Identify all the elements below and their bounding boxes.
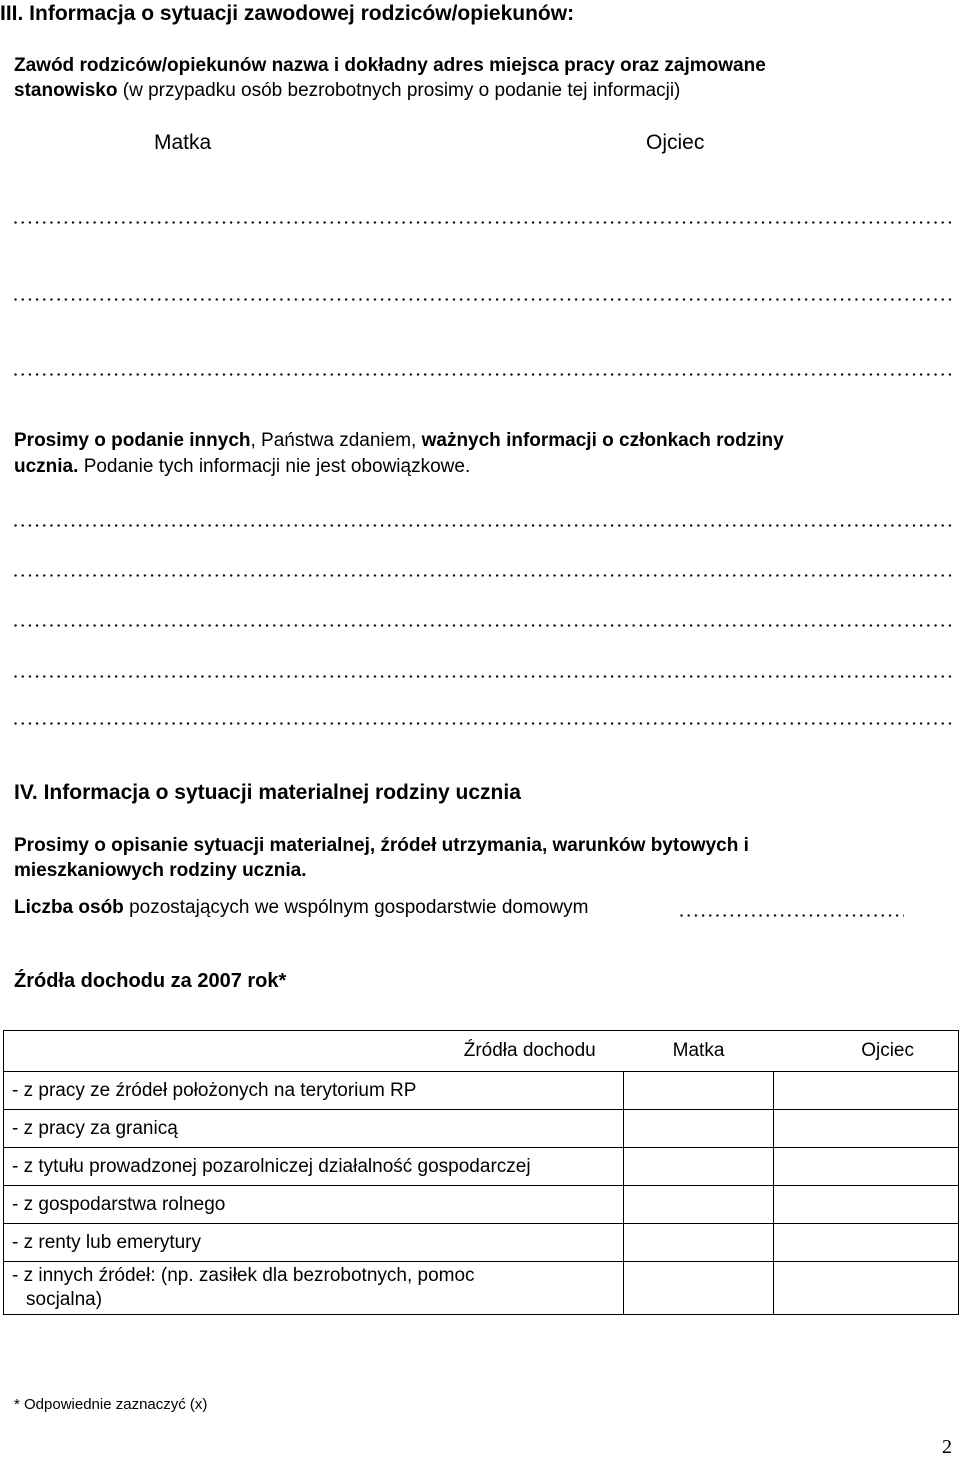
intro-normal: (w przypadku osób bezrobotnych prosimy o podanie tej informacji) — [122, 80, 681, 101]
father-cell[interactable] — [773, 1148, 958, 1186]
table-row — [4, 1072, 959, 1110]
intro-bold-1: Zawód rodziców/opiekunów — [14, 55, 267, 76]
mother-cell[interactable] — [624, 1262, 774, 1315]
section-3-heading: III. Informacja o sytuacji zawodowej rodziców/opiekunów: — [0, 2, 575, 25]
father-cell[interactable] — [773, 1262, 958, 1315]
row-label: - z pracy za granicą — [4, 1110, 624, 1148]
fill-line-occupation-3[interactable] — [14, 373, 954, 376]
father-cell[interactable] — [773, 1224, 958, 1262]
mother-cell[interactable] — [624, 1224, 774, 1262]
fill-line-other-3[interactable] — [14, 624, 954, 627]
mother-cell[interactable] — [624, 1148, 774, 1186]
header-mother: Matka — [624, 1031, 774, 1072]
father-cell[interactable] — [773, 1110, 958, 1148]
father-label: Ojciec — [646, 131, 705, 154]
persons-count-input[interactable] — [680, 914, 904, 917]
fill-line-occupation-2[interactable] — [14, 298, 954, 301]
father-cell[interactable] — [773, 1186, 958, 1224]
intro-bold-3: stanowisko — [14, 80, 118, 101]
other-bold-2: ważnych informacji o członkach rodziny — [421, 430, 784, 451]
header-source: Źródła dochodu — [4, 1031, 624, 1072]
table-row — [4, 1224, 959, 1262]
row-label-line1: - z innych źródeł: (np. zasiłek dla bezrobotnych, pomoc — [12, 1265, 475, 1286]
mother-cell[interactable] — [624, 1186, 774, 1224]
row-label: - z gospodarstwa rolnego — [4, 1186, 624, 1224]
section-3-intro-line1 — [14, 53, 766, 78]
row-label — [4, 1262, 624, 1315]
intro-bold-2: nazwa i dokładny adres miejsca pracy oraz zajmowane — [271, 55, 766, 76]
fill-line-other-1[interactable] — [14, 524, 954, 527]
father-cell[interactable] — [773, 1072, 958, 1110]
mother-cell[interactable] — [624, 1110, 774, 1148]
fill-line-other-2[interactable] — [14, 574, 954, 577]
other-normal-2: Podanie tych informacji nie jest obowiązkowe. — [83, 456, 471, 477]
row-label: - z renty lub emerytury — [4, 1224, 624, 1262]
section-3-intro-line2 — [14, 78, 680, 103]
header-father: Ojciec — [773, 1031, 958, 1072]
income-heading: Źródła dochodu za 2007 rok* — [14, 970, 287, 992]
persons-normal: pozostających we wspólnym gospodarstwie domowym — [129, 897, 589, 918]
table-header-row — [4, 1031, 959, 1072]
persons-count-label — [14, 895, 588, 920]
persons-bold: Liczba osób — [14, 897, 124, 918]
section-4-desc-line1: Prosimy o opisanie sytuacji materialnej, źródeł utrzymania, warunków bytowych i — [14, 835, 749, 856]
other-info-line1 — [14, 428, 784, 453]
table-row — [4, 1148, 959, 1186]
footnote: * Odpowiednie zaznaczyć (x) — [14, 1396, 208, 1413]
table-row — [4, 1186, 959, 1224]
fill-line-other-4[interactable] — [14, 675, 954, 678]
other-normal-1: , Państwa zdaniem, — [250, 430, 417, 451]
section-4-desc-line2: mieszkaniowych rodziny ucznia. — [14, 860, 307, 881]
fill-line-occupation-1[interactable] — [14, 221, 954, 224]
mother-cell[interactable] — [624, 1072, 774, 1110]
row-label: - z pracy ze źródeł położonych na terytorium RP — [4, 1072, 624, 1110]
row-label: - z tytułu prowadzonej pozarolniczej działalność gospodarczej — [4, 1148, 624, 1186]
table-row — [4, 1110, 959, 1148]
income-sources-table — [3, 1030, 959, 1315]
other-info-line2 — [14, 454, 470, 479]
fill-line-other-5[interactable] — [14, 722, 954, 725]
page-number: 2 — [942, 1436, 952, 1458]
other-bold-1: Prosimy o podanie innych — [14, 430, 251, 451]
table-row — [4, 1262, 959, 1315]
section-4-heading: IV. Informacja o sytuacji materialnej rodziny ucznia — [14, 781, 521, 804]
other-bold-3: ucznia. — [14, 456, 79, 477]
row-label-line2: socjalna) — [26, 1289, 103, 1310]
mother-label: Matka — [154, 131, 212, 154]
